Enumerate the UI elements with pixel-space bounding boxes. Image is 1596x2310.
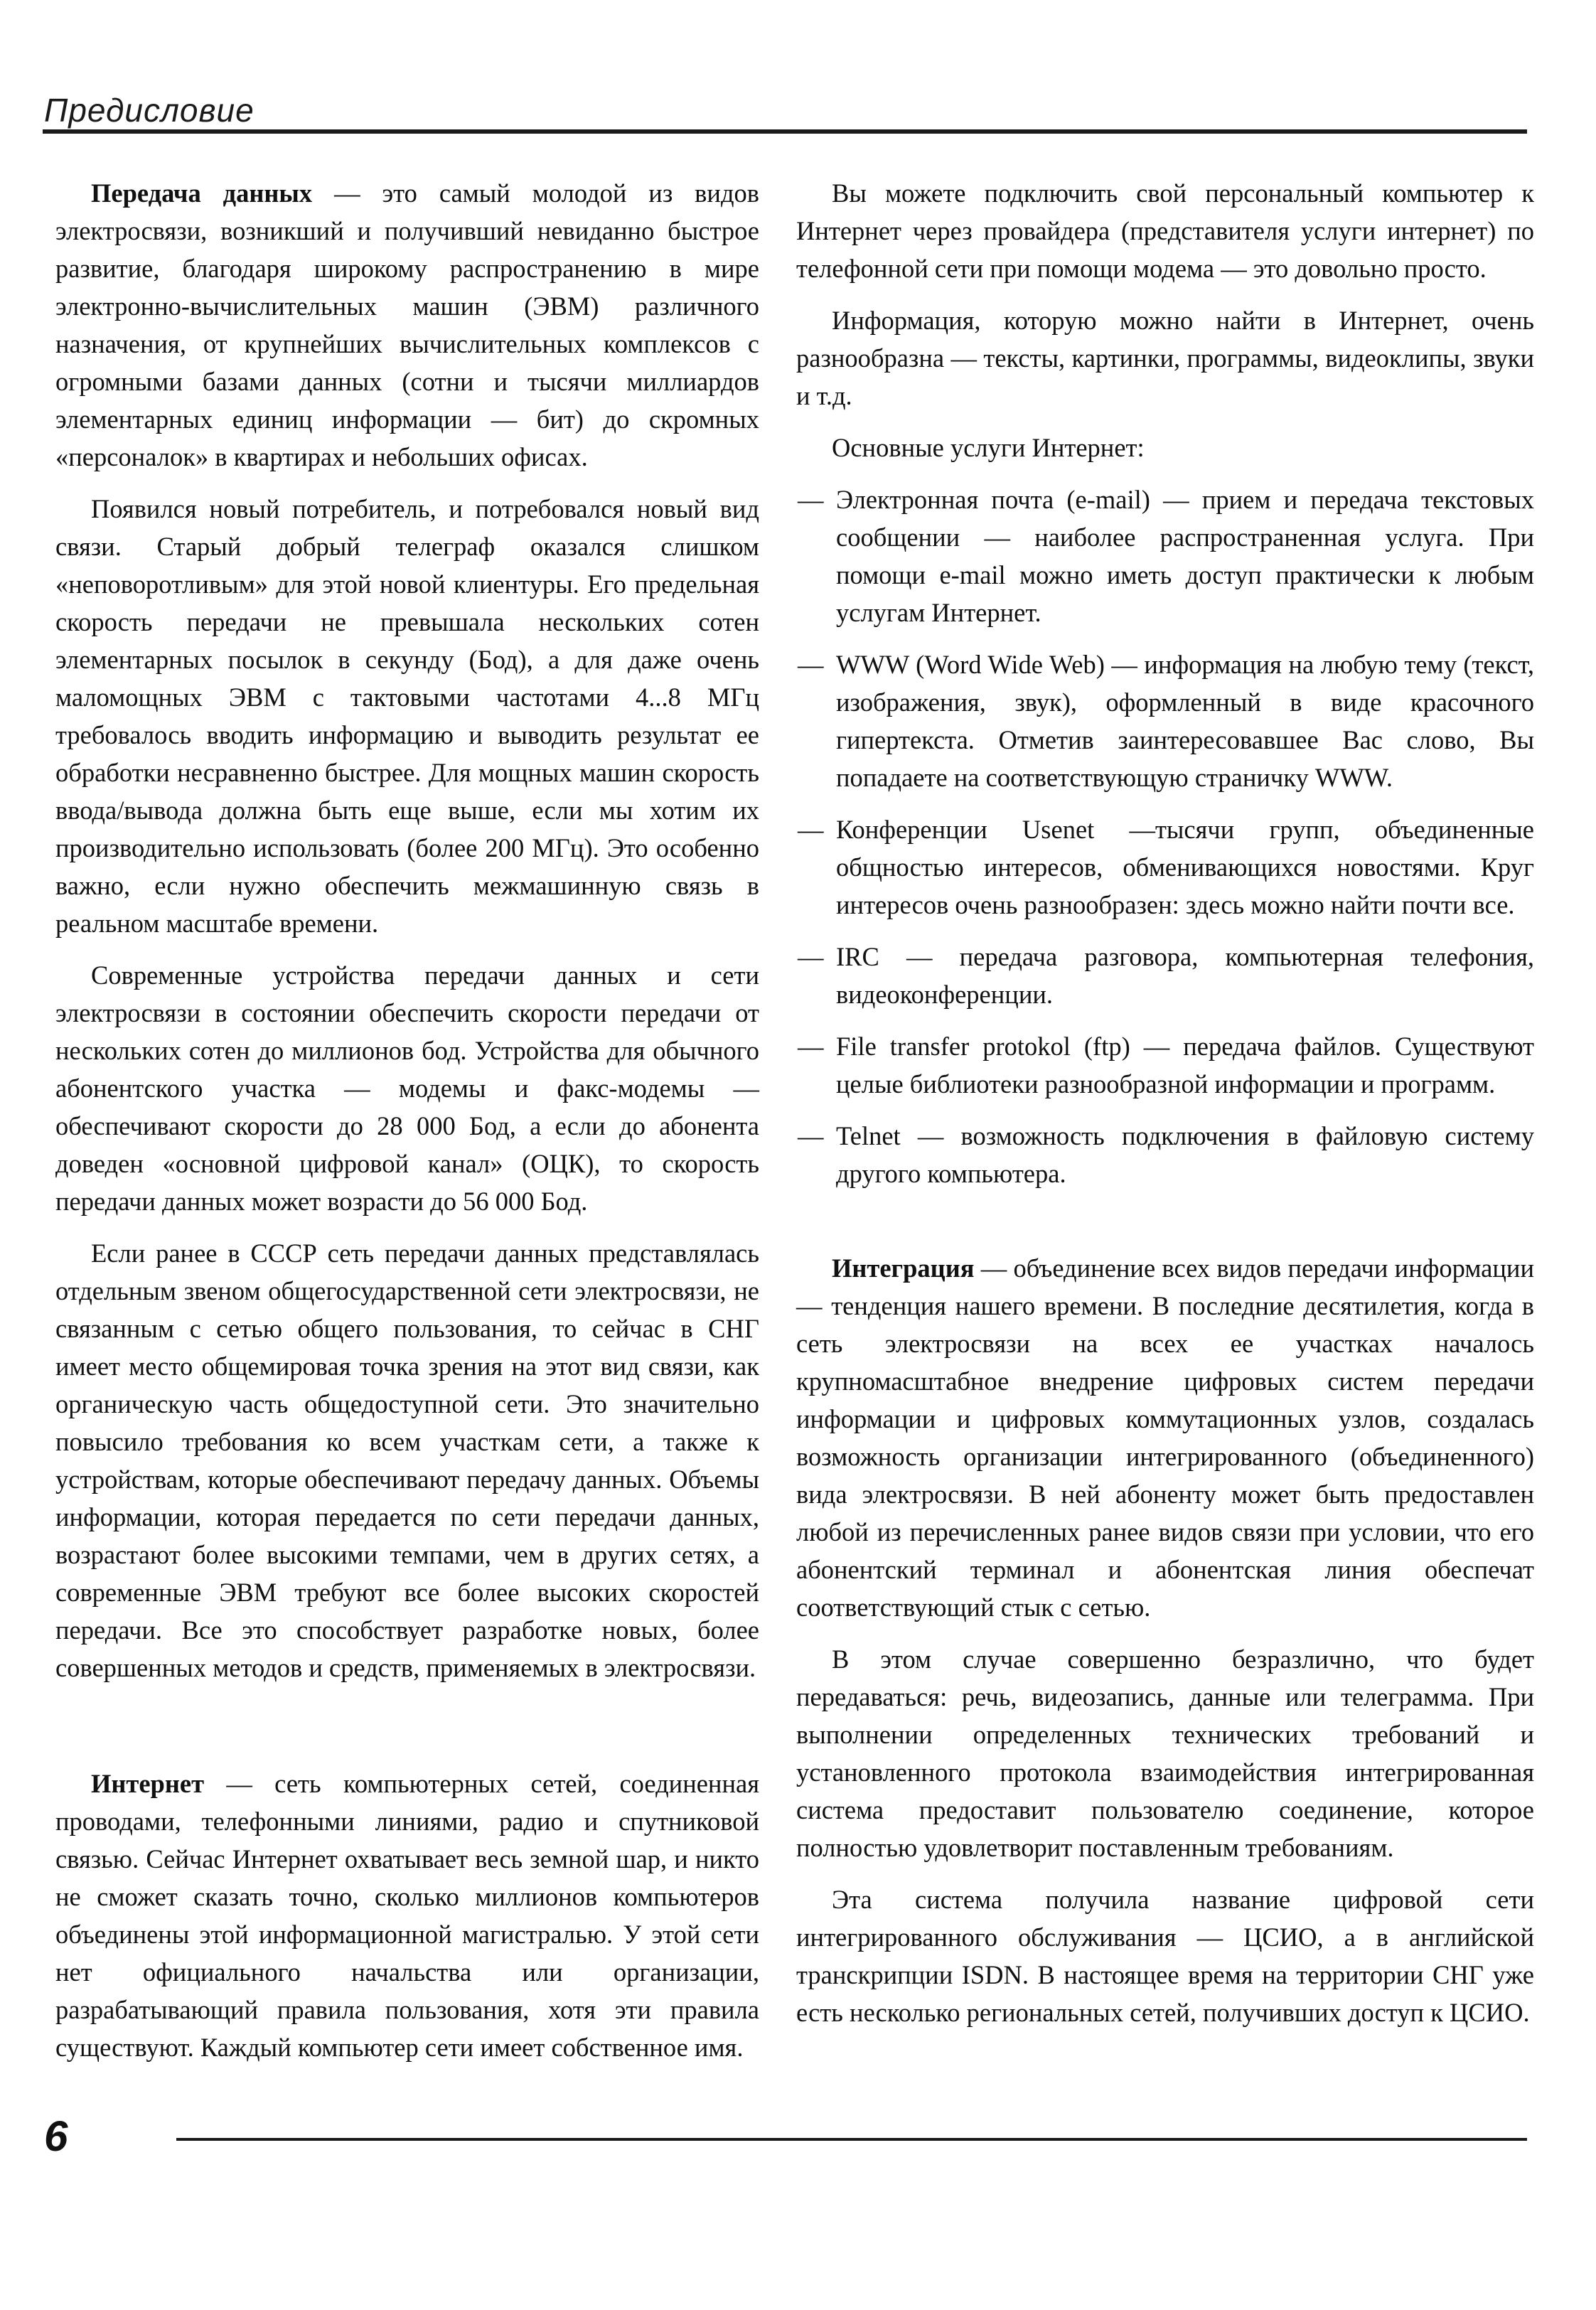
service-text: Конференции Usenet —тысячи групп, объединенные общностью интересов, обменивающихся новостями. Круг интересов очень разнообразен: здесь можно найти почти все. bbox=[836, 815, 1534, 919]
list-item bbox=[796, 1027, 1534, 1103]
integration-paragraph: В этом случае совершенно безразлично, что будет передаваться: речь, видеозапись, данные или телеграмма. При выполнении определенных технических требований и установленного протокола взаимодействия интегрированная система предоставит пользователю соединение, которое полностью удовлетворит поставленным требованиям. bbox=[796, 1645, 1534, 1862]
service-text: File transfer protokol (ftp) — передача файлов. Существуют целые библиотеки разнообразной информации и программ. bbox=[836, 1032, 1534, 1098]
services-heading: Основные услуги Интернет: bbox=[832, 433, 1145, 462]
internet-paragraph: Информация, которую можно найти в Интернет, очень разнообразна — тексты, картинки, программы, видеоклипы, звуки и т.д. bbox=[796, 306, 1534, 410]
internet-term: Интернет bbox=[91, 1769, 205, 1798]
service-text: Электронная почта (e-mail) — прием и передача текстовых сообщении — наиболее распространенная услуга. При помощи e-mail можно иметь доступ практически к любым услугам Интернет. bbox=[836, 485, 1534, 627]
list-item bbox=[796, 1117, 1534, 1192]
internet-lead: — сеть компьютерных сетей, соединенная проводами, телефонными линиями, радио и спутниковой связью. Сейчас Интернет охватывает весь земной шар, и никто не сможет сказать точно, сколько миллионов компьютеров объединены этой информационной магистралью. У этой сети нет официального начальства или организации, разрабатывающий правила пользования, хотя эти правила существуют. Каждый компьютер сети имеет собственное имя. bbox=[55, 1769, 759, 2062]
page-number: 6 bbox=[44, 2112, 68, 2160]
integration-paragraph: Эта система получила название цифровой сети интегрированного обслуживания — ЦСИО, а в английской транскрипции ISDN. В настоящее время на территории СНГ уже есть несколько региональных сетей, получивших доступ к ЦСИО. bbox=[796, 1885, 1534, 2027]
integration-intro bbox=[796, 1249, 1534, 1626]
list-dash: — bbox=[798, 815, 824, 844]
internet-paragraph: Вы можете подключить свой персональный компьютер к Интернет через провайдера (представителя услуги интернет) по телефонной сети при помощи модема — это довольно просто. bbox=[796, 178, 1534, 283]
section-gap bbox=[796, 1207, 1534, 1249]
list-dash: — bbox=[798, 485, 824, 514]
data-transmission-paragraph: Появился новый потребитель, и потребовался новый вид связи. Старый добрый телеграф оказался слишком «неповоротливым» для этой новой клиентуры. Его предельная скорость передачи не превышала нескольких сотен элементарных посылок в секунду (Бод), а для даже очень маломощных ЭВМ с тактовыми частотами 4...8 МГц требовалось вводить информацию и выводить результат ее обработки несравненно быстрее. Для мощных машин скорость ввода/вывода должна быть еще выше, если мы хотим их производительно использовать (более 200 МГц). Это особенно важно, если нужно обеспечить межмашинную связь в реальном масштабе времени. bbox=[55, 494, 759, 938]
data-transmission-paragraph: Если ранее в СССР сеть передачи данных представлялась отдельным звеном общегосударственной сети электросвязи, не связанным с сетью общего пользования, то сейчас в СНГ имеет место общемировая точка зрения на этот вид связи, как органическую часть общедоступной сети. Это значительно повысило требования ко всем участкам сети, а также к устройствам, которые обеспечивают передачу данных. Объемы информации, которая передается по сети передачи данных, возрастают более высокими темпами, чем в других сетях, а современные ЭВМ требуют все более высоких скоростей передачи. Все это способствует разработке новых, более совершенных методов и средств, применяемых в электросвязи. bbox=[55, 1239, 759, 1682]
list-item bbox=[796, 938, 1534, 1013]
service-text: Telnet — возможность подключения в файловую систему другого компьютера. bbox=[836, 1121, 1534, 1188]
running-header-title: Предисловие bbox=[44, 92, 255, 129]
data-transmission-term: Передача данных bbox=[91, 178, 313, 208]
list-dash: — bbox=[798, 942, 824, 971]
footer-rule bbox=[176, 2138, 1527, 2141]
internet-intro bbox=[55, 1765, 759, 2066]
list-dash: — bbox=[798, 1032, 824, 1061]
list-dash: — bbox=[798, 650, 824, 679]
services-list bbox=[796, 481, 1534, 1192]
data-transmission-intro bbox=[55, 174, 759, 476]
service-text: IRC — передача разговора, компьютерная телефония, видеоконференции. bbox=[836, 942, 1534, 1009]
header-rule bbox=[43, 129, 1527, 134]
data-transmission-lead: — это самый молодой из видов электросвязи, возникший и получивший невиданно быстрое развитие, благодаря широкому распространению в мире электронно-вычислительных машин (ЭВМ) различного назначения, от крупнейших вычислительных комплексов с огромными базами данных (сотни и тысячи миллиардов элементарных единиц информации — бит) до скромных «персоналок» в квартирах и небольших офисах. bbox=[55, 178, 759, 471]
list-item bbox=[796, 481, 1534, 631]
list-item bbox=[796, 811, 1534, 924]
left-column bbox=[55, 174, 759, 2080]
right-column bbox=[796, 174, 1534, 2046]
list-item bbox=[796, 646, 1534, 796]
integration-lead: — объединение всех видов передачи информации — тенденция нашего времени. В последние десятилетия, когда в сеть электросвязи на всех ее участках началось крупномасштабное внедрение цифровых систем передачи информации и цифровых коммутационных узлов, создалась возможность организации интегрированного (объединенного) вида электросвязи. В ней абоненту может быть предоставлен любой из перечисленных ранее видов связи при условии, что его абонентский терминал и абонентская линия обеспечат соответствующий стык с сетью. bbox=[796, 1253, 1534, 1622]
service-text: WWW (Word Wide Web) — информация на любую тему (текст, изображения, звук), оформленный в виде красочного гипертекста. Отметив заинтересовавшее Вас слово, Вы попадаете на соответствующую страничку WWW. bbox=[836, 650, 1534, 792]
data-transmission-paragraph: Современные устройства передачи данных и сети электросвязи в состоянии обеспечить скорости передачи от нескольких сотен до миллионов бод. Устройства для обычного абонентского участка — модемы и факс-модемы — обеспечивают скорости до 28 000 Бод, а если до абонента доведен «основной цифровой канал» (ОЦК), то скорость передачи данных может возрасти до 56 000 Бод. bbox=[55, 961, 759, 1216]
list-dash: — bbox=[798, 1121, 824, 1150]
section-gap bbox=[55, 1701, 759, 1765]
integration-term: Интеграция bbox=[832, 1253, 975, 1283]
